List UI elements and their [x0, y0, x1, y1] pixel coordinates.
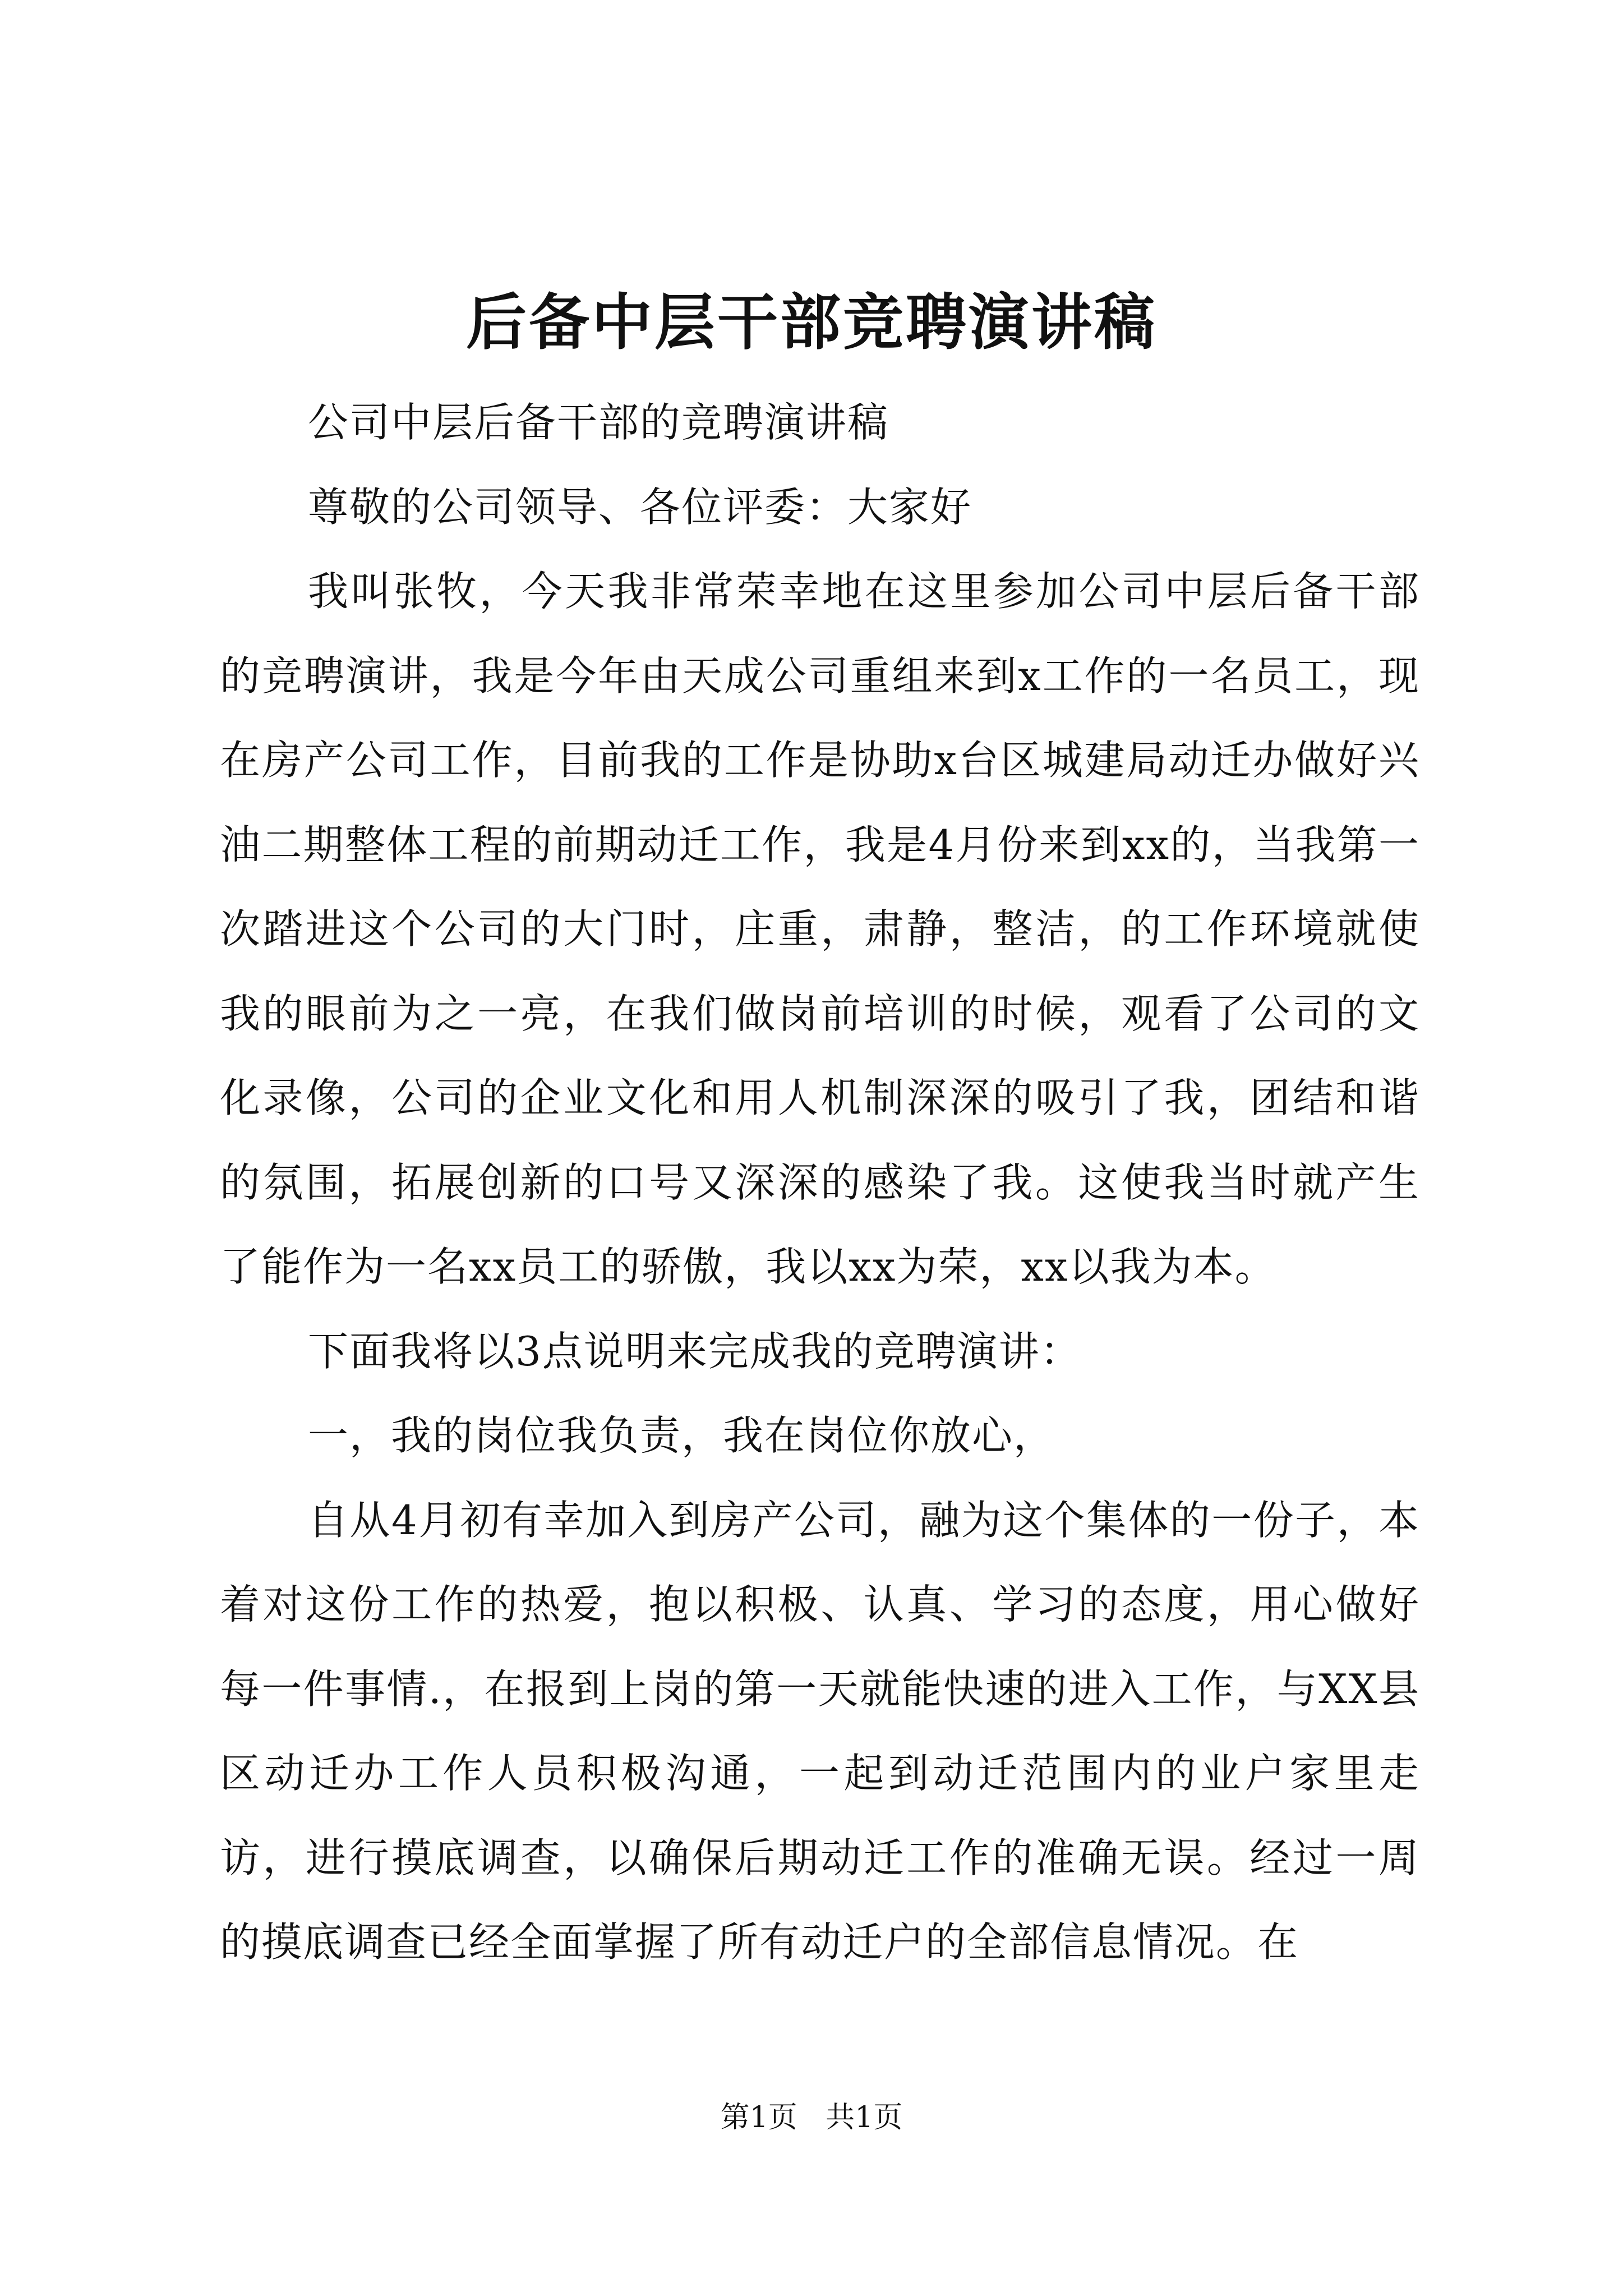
page-number: 第1页: [720, 2101, 797, 2134]
paragraph-outline: 下面我将以3点说明来完成我的竞聘演讲：: [308, 1327, 1082, 1375]
document-title: 后备中层干部竞聘演讲稿: [465, 287, 1157, 358]
paragraph-introduction: 我叫张牧，今天我非常荣幸地在这里参加公司中层后备干部的竞聘演讲，我是今年由天成公司重组来到x工作的一名员工，现在房产公司工作，目前我的工作是协助x台区城建局动迁办做好兴油二期整体工程的前期动迁工作，我是4月份来到xx的，当我第一次踏进这个公司的大门时，庄重，肃静，整洁，的工作环境就使我的眼前为之一亮，在我们做岗前培训的时候，观看了公司的文化录像，公司的企业文化和用人机制深深的吸引了我，团结和谐的氛围，拓展创新的口号又深深的感染了我。这使我当时就产生了能作为一名xx员工的骄傲，我以xx为荣，xx以我为本。: [220, 568, 1420, 1290]
paragraph-section-heading: 一，我的岗位我负责，我在岗位你放心，: [308, 1412, 1055, 1459]
page-footer: [0, 2095, 1623, 2140]
page-total: 共1页: [826, 2101, 903, 2134]
paragraph-greeting: 尊敬的公司领导、各位评委：大家好: [308, 483, 972, 531]
document-body: [220, 380, 1420, 1985]
paragraph-section-body: 自从4月初有幸加入到房产公司，融为这个集体的一份子，本着对这份工作的热爱，抱以积极、认真、学习的态度，用心做好每一件事情.，在报到上岗的第一天就能快速的进入工作，与XX县区动迁办工作人员积极沟通，一起到动迁范围内的业户家里走访，进行摸底调查，以确保后期动迁工作的准确无误。经过一周的摸底调查已经全面掌握了所有动迁户的全部信息情况。在: [220, 1496, 1420, 1966]
paragraph-subtitle: 公司中层后备干部的竞聘演讲稿: [308, 399, 889, 446]
